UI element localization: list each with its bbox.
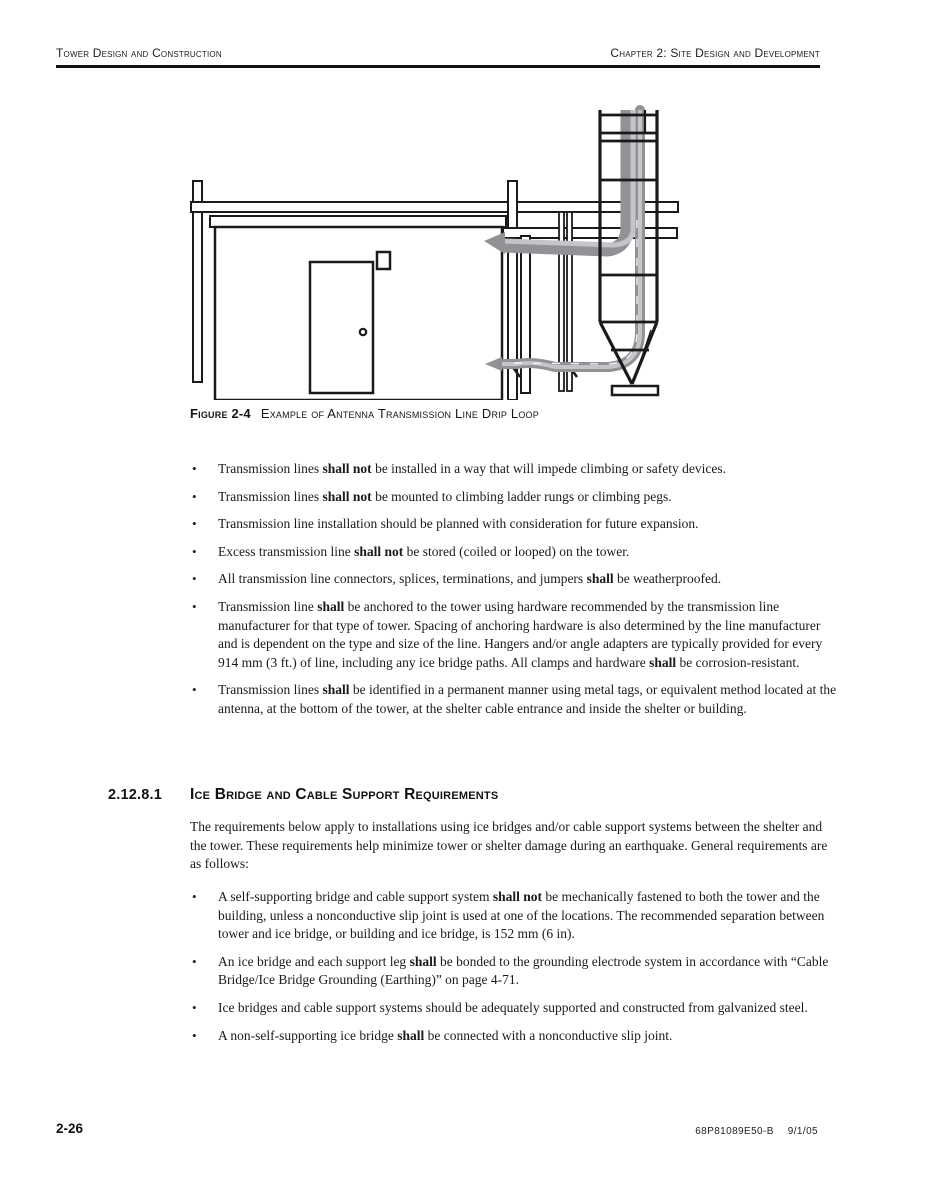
list-item: • A non-self-supporting ice bridge shall be connected with a nonconductive slip joint. <box>190 1027 842 1046</box>
section-number: 2.12.8.1 <box>108 787 163 803</box>
page-header <box>56 46 820 60</box>
ice-bridge-rail <box>191 202 678 212</box>
list-item: • Transmission line shall be anchored to the tower using hardware recommended by the transmission line manufacturer for that type of tower. Spacing of anchoring hardware is also determined by the line manufacturer and is dependent on the type and size of the line. Hangers and/or angle adapters are typically provided for every 914 mm (3 ft.) of line, including any ice bridge paths. All clamps and hardware shall be corrosion-resistant. <box>190 598 842 672</box>
list-item: • Transmission lines shall not be installed in a way that will impede climbing or safety devices. <box>190 460 842 479</box>
footer-date: 9/1/05 <box>787 1126 818 1137</box>
figure-caption <box>190 406 790 421</box>
section-intro-paragraph: The requirements below apply to installations using ice bridges and/or cable support systems between the shelter and the tower. These requirements help minimize tower or shelter damage during an earthquake. General requirements are as follows: <box>190 819 828 872</box>
wall-fixture <box>377 252 390 269</box>
list-item: • A self-supporting bridge and cable support system shall not be mechanically fastened to both the tower and the building, unless a nonconductive slip joint is used at one of the locations. The recommended separation between tower and ice bridge, or building and ice bridge, is 152 mm (6 in). <box>190 888 842 944</box>
list-item: • Excess transmission line shall not be stored (coiled or looped) on the tower. <box>190 543 842 562</box>
header-left-title: Tower Design and Construction <box>56 46 222 60</box>
list-item: • Transmission lines shall be identified in a permanent manner using metal tags, or equivalent method located at the antenna, at the bottom of the tower, at the shelter cable entrance and inside the shelter or building. <box>190 681 842 718</box>
shelter-door <box>310 262 373 393</box>
shelter-roof-cap <box>210 216 506 227</box>
footer-document-number: 68P81089E50-B <box>695 1126 774 1137</box>
header-right-chapter: Chapter 2: Site Design and Development <box>610 46 820 60</box>
ice-bridge-requirements-list <box>190 888 842 1054</box>
list-item: • All transmission line connectors, splices, terminations, and jumpers shall be weatherproofed. <box>190 570 842 589</box>
header-rule <box>56 65 820 68</box>
list-item: • Transmission line installation should be planned with consideration for future expansion. <box>190 515 842 534</box>
section-heading <box>108 786 848 804</box>
figure-drip-loop-drawing <box>185 100 685 400</box>
list-item: • Transmission lines shall not be mounted to climbing ladder rungs or climbing pegs. <box>190 488 842 507</box>
bridge-support-post <box>521 236 530 393</box>
drip-loop-diagram <box>185 100 685 400</box>
transmission-line-requirements-list <box>190 460 842 728</box>
tower-taper-left <box>600 322 632 384</box>
list-item: • An ice bridge and each support leg shall be bonded to the grounding electrode system in accordance with “Cable Bridge/Ice Bridge Grounding (Earthing)” on page 4-71. <box>190 953 842 990</box>
figure-caption-label: Figure 2-4 <box>190 406 251 421</box>
footer-document-info <box>695 1126 818 1137</box>
footer-page-number: 2-26 <box>56 1121 84 1136</box>
section-title: Ice Bridge and Cable Support Requirements <box>190 786 499 803</box>
list-item: • Ice bridges and cable support systems should be adequately supported and constructed from galvanized steel. <box>190 999 842 1018</box>
figure-caption-title: Example of Antenna Transmission Line Drip Loop <box>260 406 539 421</box>
tower-base-plate <box>612 386 658 395</box>
